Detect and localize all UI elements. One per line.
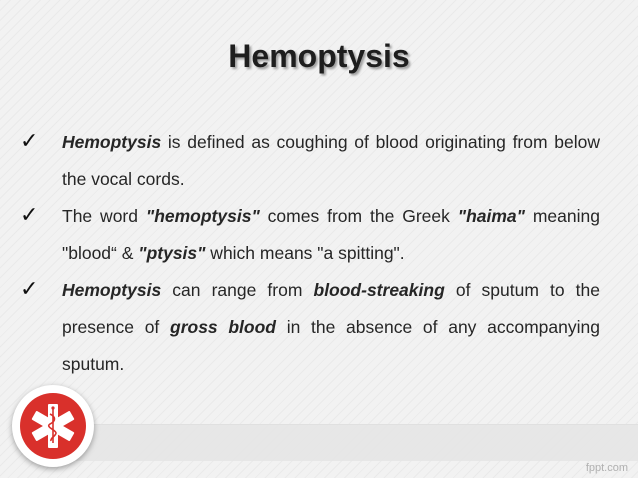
checkmark-icon: ✓ [20,202,39,227]
bullet-text: in the absence of any accompanying sputum. [62,317,600,374]
checkmark-icon: ✓ [20,128,39,153]
bullet-text: can range from [161,280,314,300]
bullet-text-bold: gross blood [170,317,276,337]
bullet-text: is defined as coughing of blood originating from below the vocal cords. [62,132,600,189]
bullet-item [12,198,600,272]
watermark: fppt.com [585,462,628,474]
bullet-text: which means "a spitting". [205,243,405,263]
bullet-text: comes from the Greek [259,206,458,226]
bullet-text: meaning "blood“ & [62,206,600,263]
bullet-text: of sputum to the presence of [62,280,600,337]
footer-bar [60,424,638,461]
bullet-text-bold: Hemoptysis [62,280,162,300]
bullet-text-bold: Hemoptysis [62,132,162,152]
bullet-text-bold: "haima" [457,206,525,226]
slide-title: Hemoptysis [228,38,410,74]
bullet-text-bold: blood-streaking [313,280,445,300]
bullet-text-bold: "ptysis" [138,243,206,263]
bullet-item [12,124,600,198]
bullet-text-bold: "hemoptysis" [145,206,260,226]
medical-logo [12,385,94,467]
bullet-list [12,124,600,383]
checkmark-icon: ✓ [20,276,39,301]
bullet-text: The word [62,206,146,226]
medical-star-of-life-icon [12,385,94,467]
bullet-item [12,272,600,383]
